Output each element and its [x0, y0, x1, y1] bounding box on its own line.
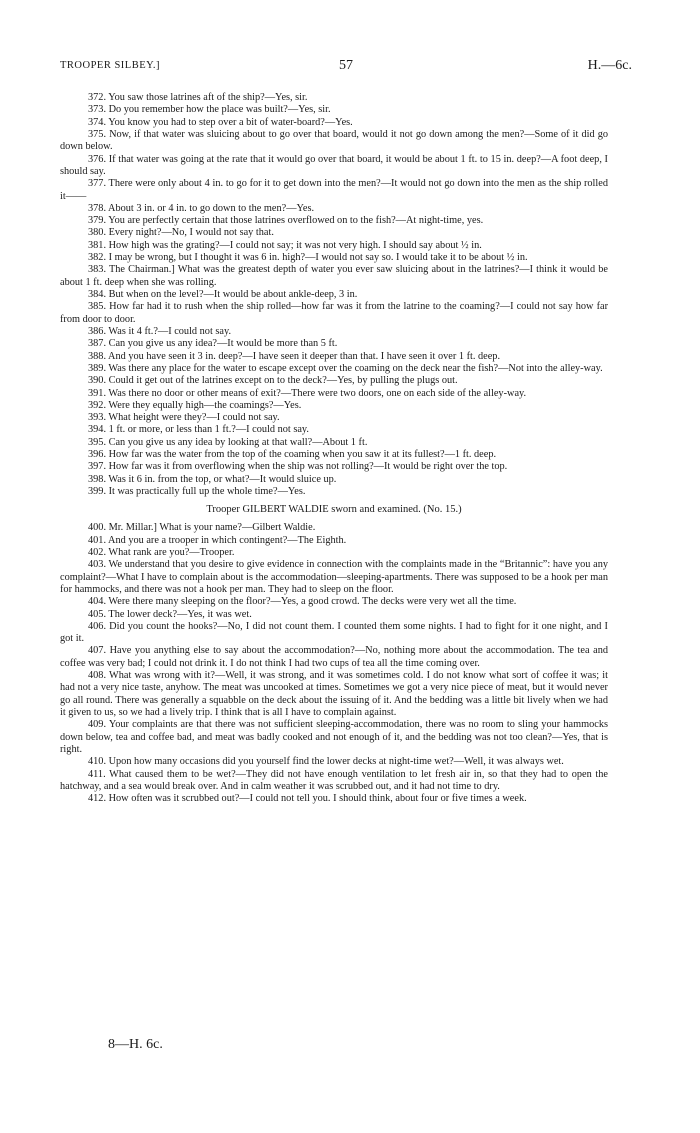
paragraph: 411. What caused them to be wet?—They did not have enough ventilation to let fresh air in, so that they had to open the hatchway, and a sea would break over. And in calm weather it was scrubbed out, and it had not time to dry.: [60, 768, 608, 792]
page-body: [60, 92, 608, 806]
paragraph: 412. How often was it scrubbed out?—I could not tell you. I should think, about four or five times a week.: [88, 793, 527, 805]
paragraph: 387. Can you give us any idea?—It would be more than 5 ft.: [88, 338, 338, 350]
running-head: TROOPER SILBEY.]: [60, 60, 160, 71]
paragraph: 410. Upon how many occasions did you yourself find the lower decks at night-time wet?—Well, it was always wet.: [88, 756, 564, 768]
testimony-block-waldie: [60, 522, 608, 805]
testimony-block-silbey: [60, 92, 608, 498]
paragraph: 400. Mr. Millar.] What is your name?—Gilbert Waldie.: [88, 522, 316, 534]
paragraph: 392. Were they equally high—the coamings?—Yes.: [88, 399, 302, 411]
paragraph: 379. You are perfectly certain that those latrines overflowed on to the fish?—At night-time, yes.: [88, 215, 484, 227]
paragraph: 399. It was practically full up the whole time?—Yes.: [88, 486, 306, 497]
paragraph: 382. I may be wrong, but I thought it was 6 in. high?—I would not say so. I would take it to be about ½ in.: [88, 252, 528, 264]
page-number: 57: [339, 58, 353, 73]
page-header: [60, 58, 632, 80]
paragraph: 404. Were there many sleeping on the floor?—Yes, a good crowd. The decks were very wet all the time.: [88, 596, 517, 608]
paragraph: 383. The Chairman.] What was the greatest depth of water you ever saw sluicing about in the latrines?—I think it would be about 1 ft. deep when she was rolling.: [60, 264, 608, 288]
paragraph: 391. Was there no door or other means of exit?—There were two doors, one on each side of the alley-way.: [88, 387, 527, 399]
paragraph: 397. How far was it from overflowing when the ship was not rolling?—It would be right over the top.: [88, 461, 508, 473]
paragraph: 394. 1 ft. or more, or less than 1 ft.?—I could not say.: [88, 424, 309, 436]
paragraph: 393. What height were they?—I could not say.: [88, 412, 280, 424]
paragraph: 375. Now, if that water was sluicing about to go over that board, would it not go down among the men?—Some of it did go down below.: [60, 128, 608, 153]
paragraph: 403. We understand that you desire to give evidence in connection with the complaints made in the “Britannic”: have you any complaint?—What I have to complain about is the accommodation—sleeping-apartments. There was supposed to be a hook per man for hammocks, and there was not a hook per man. They had to sleep on the floor.: [60, 559, 608, 595]
paragraph: 376. If that water was going at the rate that it would go over that board, it would be about 1 ft. to 15 in. deep?—A foot deep, I should say.: [60, 153, 608, 177]
document-reference: H.—6c.: [587, 58, 632, 73]
paragraph: 388. And you have seen it 3 in. deep?—I have seen it deeper than that. I have seen it over 1 ft. deep.: [88, 350, 501, 362]
paragraph: 374. You know you had to step over a bit of water-board?—Yes.: [88, 116, 353, 128]
paragraph: 385. How far had it to rush when the ship rolled—how far was it from the latrine to the coaming?—I could not say how far from door to door.: [60, 301, 608, 325]
paragraph: 408. What was wrong with it?—Well, it was strong, and it was sometimes cold. I do not know what sort of coffee it was; it had not a very nice taste, anyhow. The meat was uncooked at times. Sometimes we got a very nice piece of meat, but it would never go all round. There was generally a squabble on the deck about the issuing of it. And the bedding was a little bit lively when we had it given to us, so we had a lively trip. I think that is all I have to complain against.: [60, 670, 608, 718]
paragraph: 378. About 3 in. or 4 in. to go down to the men?—Yes.: [88, 202, 315, 214]
paragraph: 405. The lower deck?—Yes, it was wet.: [88, 608, 252, 620]
paragraph: 398. Was it 6 in. from the top, or what?—It would sluice up.: [88, 473, 337, 485]
witness-heading: Trooper GILBERT WALDIE sworn and examined. (No. 15.): [206, 504, 462, 516]
paragraph: 372. You saw those latrines aft of the ship?—Yes, sir.: [88, 92, 308, 103]
paragraph: 409. Your complaints are that there was not sufficient sleeping-accommodation, there was no room to sling your hammocks down below, tea and coffee bad, and meat was badly cooked and not enough of it, and the bedding was not too clean?—Yes, that is right.: [60, 719, 608, 755]
paragraph: 395. Can you give us any idea by looking at that wall?—About 1 ft.: [88, 436, 368, 448]
paragraph: 381. How high was the grating?—I could not say; it was not very high. I should say about ½ in.: [88, 239, 482, 251]
paragraph: 406. Did you count the hooks?—No, I did not count them. I counted them some nights. I had to fight for it one night, and I got it.: [60, 620, 608, 645]
paragraph: 389. Was there any place for the water to escape except over the coaming on the deck near the fish?—Not into the alley-way.: [88, 362, 603, 374]
paragraph: 396. How far was the water from the top of the coaming when you saw it at its fullest?—1 ft. deep.: [88, 449, 497, 461]
paragraph: 377. There were only about 4 in. to go for it to get down into the men?—It would not go down into the men as the ship rolled it——: [60, 178, 608, 202]
paragraph: 402. What rank are you?—Trooper.: [88, 546, 235, 558]
paragraph: 373. Do you remember how the place was built?—Yes, sir.: [88, 104, 331, 116]
paragraph: 390. Could it get out of the latrines except on to the deck?—Yes, by pulling the plugs out.: [88, 375, 458, 387]
signature-mark: 8—H. 6c.: [108, 1037, 163, 1052]
paragraph: 384. But when on the level?—It would be about ankle-deep, 3 in.: [88, 289, 358, 300]
paragraph: 380. Every night?—No, I would not say that.: [88, 227, 274, 239]
paragraph: 401. And you are a trooper in which contingent?—The Eighth.: [88, 534, 347, 546]
paragraph: 386. Was it 4 ft.?—I could not say.: [88, 325, 232, 337]
paragraph: 407. Have you anything else to say about the accommodation?—No, nothing more about the accommodation. The tea and coffee was very bad; I could not drink it. I do not think I had two cups of tea all the time coming over.: [60, 645, 608, 669]
